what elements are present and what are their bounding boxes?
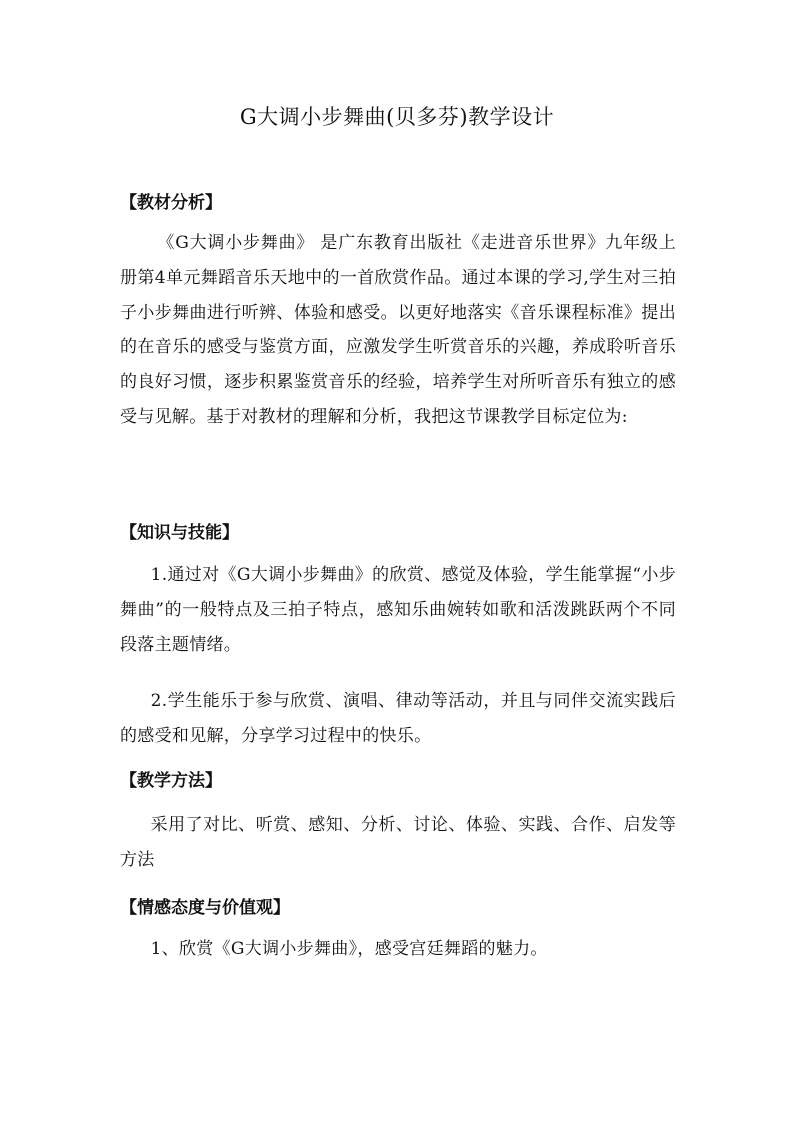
paragraph-teaching-methods: 采用了对比、听赏、感知、分析、讨论、体验、实践、合作、启发等方法 [120, 815, 676, 870]
section-heading-knowledge-skills: 【知识与技能】 [120, 523, 239, 543]
paragraph-textbook-analysis: 《G大调小步舞曲》 是广东教育出版社《走进音乐世界》九年级上册第4单元舞蹈音乐天地中的一首欣赏作品。通过本课的学习,学生对三拍子小步舞曲进行听辨、体验和感受。以更好地落实《音乐课程标准》提出的在音乐的感受与鉴赏方面，应激发学生听赏音乐的兴趣，养成聆听音乐的良好习惯，逐步积累鉴赏音乐的经验，培养学生对所听音乐有独立的感受与见解。基于对教材的理解和分析，我把这节课教学目标定位为: [120, 233, 676, 427]
paragraph-knowledge-skills-1: 1.通过对《G大调小步舞曲》的欣赏、感觉及体验，学生能掌握“小步舞曲”的一般特点及三拍子特点，感知乐曲婉转如歌和活泼跳跃两个不同段落主题情绪。 [120, 565, 676, 655]
section-heading-emotional-attitude-values: 【情感态度与价值观】 [120, 898, 290, 918]
paragraph-knowledge-skills-2: 2.学生能乐于参与欣赏、演唱、律动等活动，并且与同伴交流实践后的感受和见解，分享学习过程中的快乐。 [120, 691, 676, 746]
section-heading-textbook-analysis: 【教材分析】 [120, 193, 222, 213]
section-heading-teaching-methods: 【教学方法】 [120, 771, 222, 791]
paragraph-emotional-attitude-values-1: 1、欣赏《G大调小步舞曲》，感受宫廷舞蹈的魅力。 [150, 939, 548, 959]
document-title: G大调小步舞曲(贝多芬)教学设计 [239, 105, 555, 129]
